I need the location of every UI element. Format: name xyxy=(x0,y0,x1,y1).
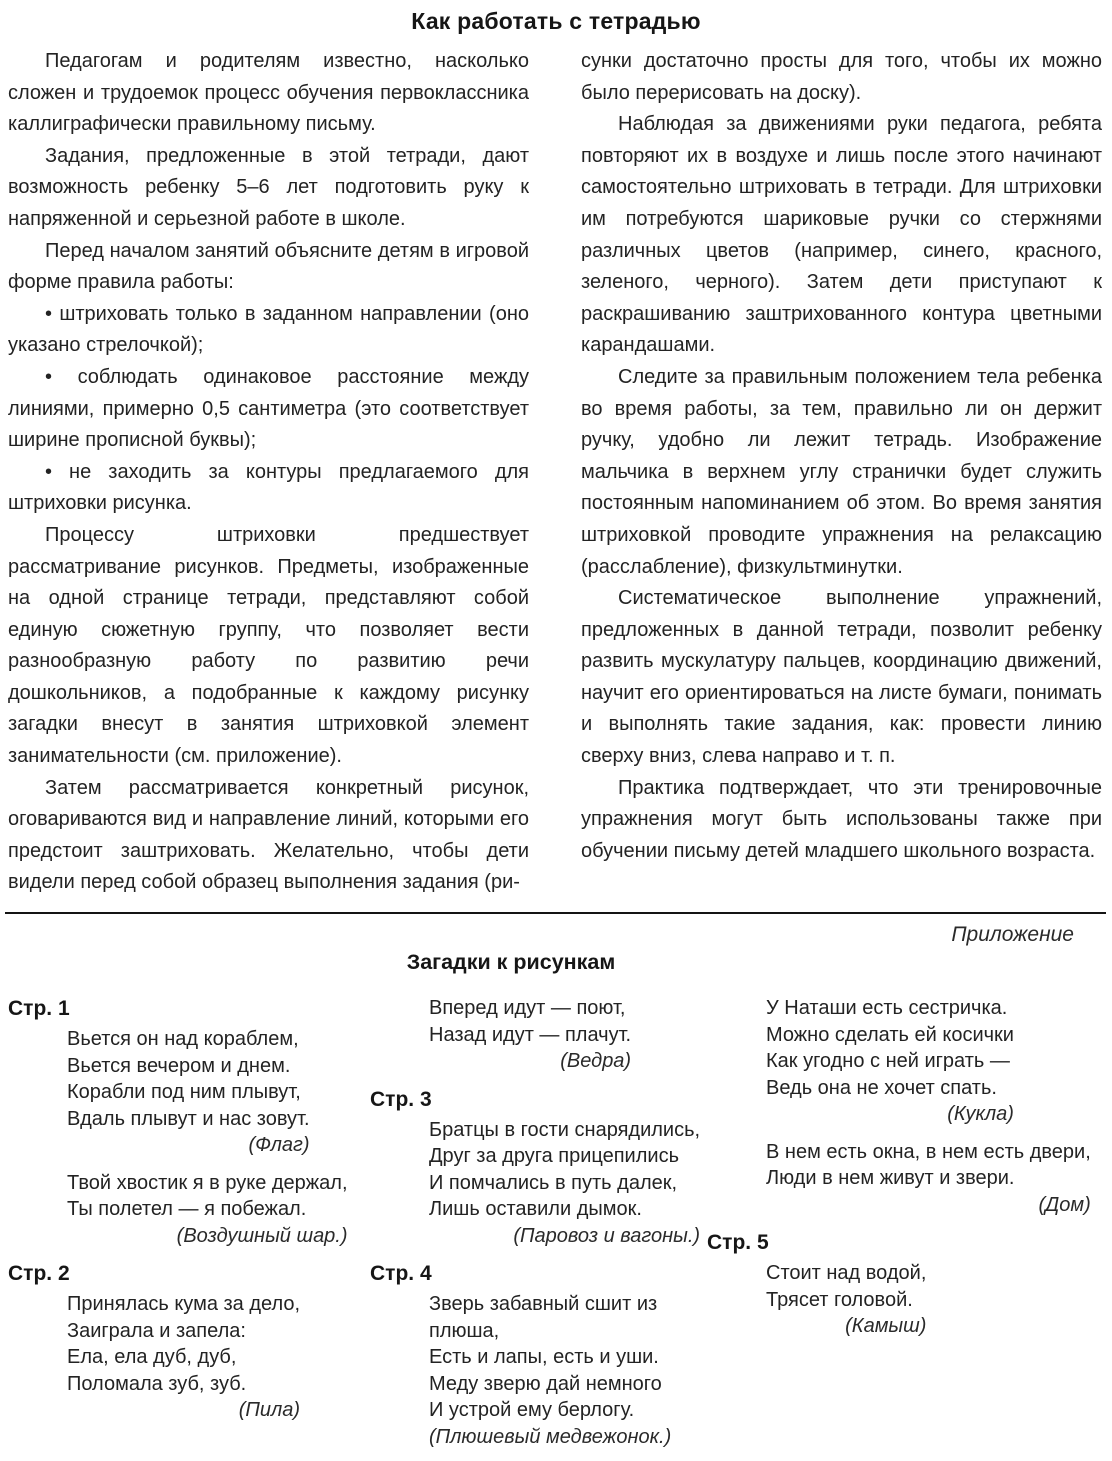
page-reference: Стр. 5 xyxy=(707,1231,769,1255)
riddle-line: И помчались в путь далек, xyxy=(429,1171,678,1194)
bullet-paragraph: • соблюдать одинаковое расстояние между линиями, примерно 0,5 сантиметра (это соответствует ширине прописной буквы); xyxy=(8,365,529,452)
riddle-line: Ведь она не хочет спать. xyxy=(766,1076,997,1099)
section-divider xyxy=(5,912,1106,914)
bullet-paragraph: • штриховать только в заданном направлении (оно указано стрелочкой); xyxy=(8,302,529,357)
riddle-line: Назад идут — плачут. xyxy=(429,1023,632,1046)
riddle-answer: (Камыш) xyxy=(845,1315,927,1338)
intro-article xyxy=(0,46,1112,899)
riddle-answer: (Флаг) xyxy=(248,1134,310,1157)
riddle-line: Ела, ела дуб, дуб, xyxy=(67,1346,237,1369)
page-title: Как работать с тетрадью xyxy=(411,8,701,34)
document-page xyxy=(0,8,1112,1448)
riddle xyxy=(429,1291,671,1450)
bullet-paragraph: • не заходить за контуры предлагаемого для штриховки рисунка. xyxy=(8,460,529,515)
riddle-line: Твой хвостик я в руке держал, xyxy=(67,1171,348,1194)
appendix-title: Загадки к рисункам xyxy=(406,950,616,975)
riddle-answer: (Паровоз и вагоны.) xyxy=(513,1224,701,1247)
paragraph: сунки достаточно просты для того, чтобы их можно было перерисовать на доску). xyxy=(581,50,1102,104)
page-reference: Стр. 3 xyxy=(370,1087,432,1111)
riddles-column xyxy=(707,995,1104,1351)
riddle-line: Вдаль плывут и нас зовут. xyxy=(67,1107,310,1130)
riddle xyxy=(67,1291,300,1424)
riddle-line: Вьется вечером и днем. xyxy=(67,1054,291,1077)
paragraph: Перед началом занятий объясните детям в игровой форме правила работы: xyxy=(8,239,529,294)
paragraph: Практика подтверждает, что эти тренировочные упражнения могут быть использованы также при обучении письму детей младшего школьного возраста. xyxy=(581,776,1102,862)
riddle-line: Друг за друга прицепились xyxy=(429,1145,679,1168)
riddle-line: Есть и лапы, есть и уши. xyxy=(429,1346,659,1369)
riddle-line: Зверь забавный сшит из xyxy=(429,1293,658,1316)
riddles-column xyxy=(8,995,370,1435)
riddle-answer: (Воздушный шар.) xyxy=(176,1224,348,1247)
riddle-line: Как угодно с ней играть — xyxy=(766,1050,1010,1073)
riddle-answer: (Ведра) xyxy=(560,1050,632,1073)
intro-right-column xyxy=(581,46,1102,867)
riddle-line: Вперед идут — поют, xyxy=(429,997,626,1020)
riddle-answer: (Плюшевый медвежонок.) xyxy=(429,1425,672,1448)
riddle-line: Меду зверю дай немного xyxy=(429,1372,662,1395)
riddle xyxy=(766,995,1014,1128)
riddle xyxy=(67,1170,348,1250)
riddle-answer: (Кукла) xyxy=(947,1103,1014,1126)
page-reference: Стр. 4 xyxy=(370,1262,432,1286)
paragraph: Следите за правильным положением тела ребенка во время работы, за тем, правильно ли он держит ручку, удобно ли лежит тетрадь. Изображение мальчика в верхнем углу странички будет служить постоянным напоминанием об этом. Во время занятия штриховкой проводите упражнения на релаксацию (расслабление), физкультминутки. xyxy=(581,365,1102,578)
riddles-column xyxy=(370,995,707,1461)
riddle xyxy=(67,1026,310,1159)
riddle-line: Заиграла и запела: xyxy=(67,1319,246,1342)
riddle-line: И устрой ему берлогу. xyxy=(429,1399,635,1422)
riddle-answer: (Дом) xyxy=(1038,1193,1091,1216)
intro-left-column xyxy=(8,46,529,899)
riddle-line: Поломала зуб, зуб. xyxy=(67,1372,247,1395)
paragraph: Затем рассматривается конкретный рисунок, оговариваются вид и направление линий, которыми его предстоит заштриховать. Желательно, чтобы дети видели перед собой образец выполнения задания (ри- xyxy=(8,776,529,894)
riddle-line: Трясет головой. xyxy=(766,1288,913,1311)
riddle-line: Ты полетел — я побежал. xyxy=(67,1198,307,1221)
riddle-line: Вьется он над кораблем, xyxy=(67,1028,299,1051)
riddle xyxy=(429,995,631,1075)
paragraph: Наблюдая за движениями руки педагога, ребята повторяют их в воздухе и лишь после этого начинают самостоятельно штриховать в тетради. Для штриховки им потребуются шариковые ручки со стержнями различных цветов (например, синего, красного, зеленого, черного). Затем дети приступают к раскрашиванию заштрихованного контура цветными карандашами. xyxy=(581,113,1102,357)
paragraph: Педагогам и родителям известно, насколько сложен и трудоемок процесс обучения первоклассника каллиграфически правильному письму. xyxy=(8,50,529,136)
riddle-answer: (Пила) xyxy=(238,1399,301,1422)
paragraph: Задания, предложенные в этой тетради, дают возможность ребенку 5–6 лет подготовить руку к напряженной и серьезной работе в школе. xyxy=(8,144,529,230)
riddle xyxy=(766,1260,926,1340)
paragraph: Процессу штриховки предшествует рассматривание рисунков. Предметы, изображенные на одной странице тетради, представляют собой единую сюжетную группу, что позволяет вести разнообразную работу по развитию речи дошкольников, а подобранные к каждому рисунку загадки внесут в занятия штриховкой элемент занимательности (см. приложение). xyxy=(8,523,529,768)
riddle-line: Стоит над водой, xyxy=(766,1262,927,1285)
riddle xyxy=(766,1139,1091,1219)
paragraph: Систематическое выполнение упражнений, предложенных в данной тетради, позволит ребенку развить мускулатуру пальцев, координацию движений, научит его ориентироваться на листе бумаги, понимать и выполнять такие задания, как: провести линию сверху вниз, слева направо и т. п. xyxy=(581,587,1102,768)
riddle-line: Братцы в гости снарядились, xyxy=(429,1118,701,1141)
page-reference: Стр. 2 xyxy=(8,1262,70,1286)
page-reference: Стр. 1 xyxy=(8,997,70,1021)
riddles-section xyxy=(0,995,1112,1461)
riddle-line: Люди в нем живут и звери. xyxy=(766,1167,1015,1190)
riddle-line: Корабли под ним плывут, xyxy=(67,1081,301,1104)
riddle-line: В нем есть окна, в нем есть двери, xyxy=(766,1140,1091,1163)
riddle-line: Лишь оставили дымок. xyxy=(429,1198,642,1221)
riddle-line: плюша, xyxy=(429,1319,500,1342)
appendix-label: Приложение xyxy=(951,923,1074,947)
riddle xyxy=(429,1117,700,1250)
riddle-line: У Наташи есть сестричка. xyxy=(766,997,1008,1020)
riddle-line: Принялась кума за дело, xyxy=(67,1293,301,1316)
riddle-line: Можно сделать ей косички xyxy=(766,1023,1014,1046)
